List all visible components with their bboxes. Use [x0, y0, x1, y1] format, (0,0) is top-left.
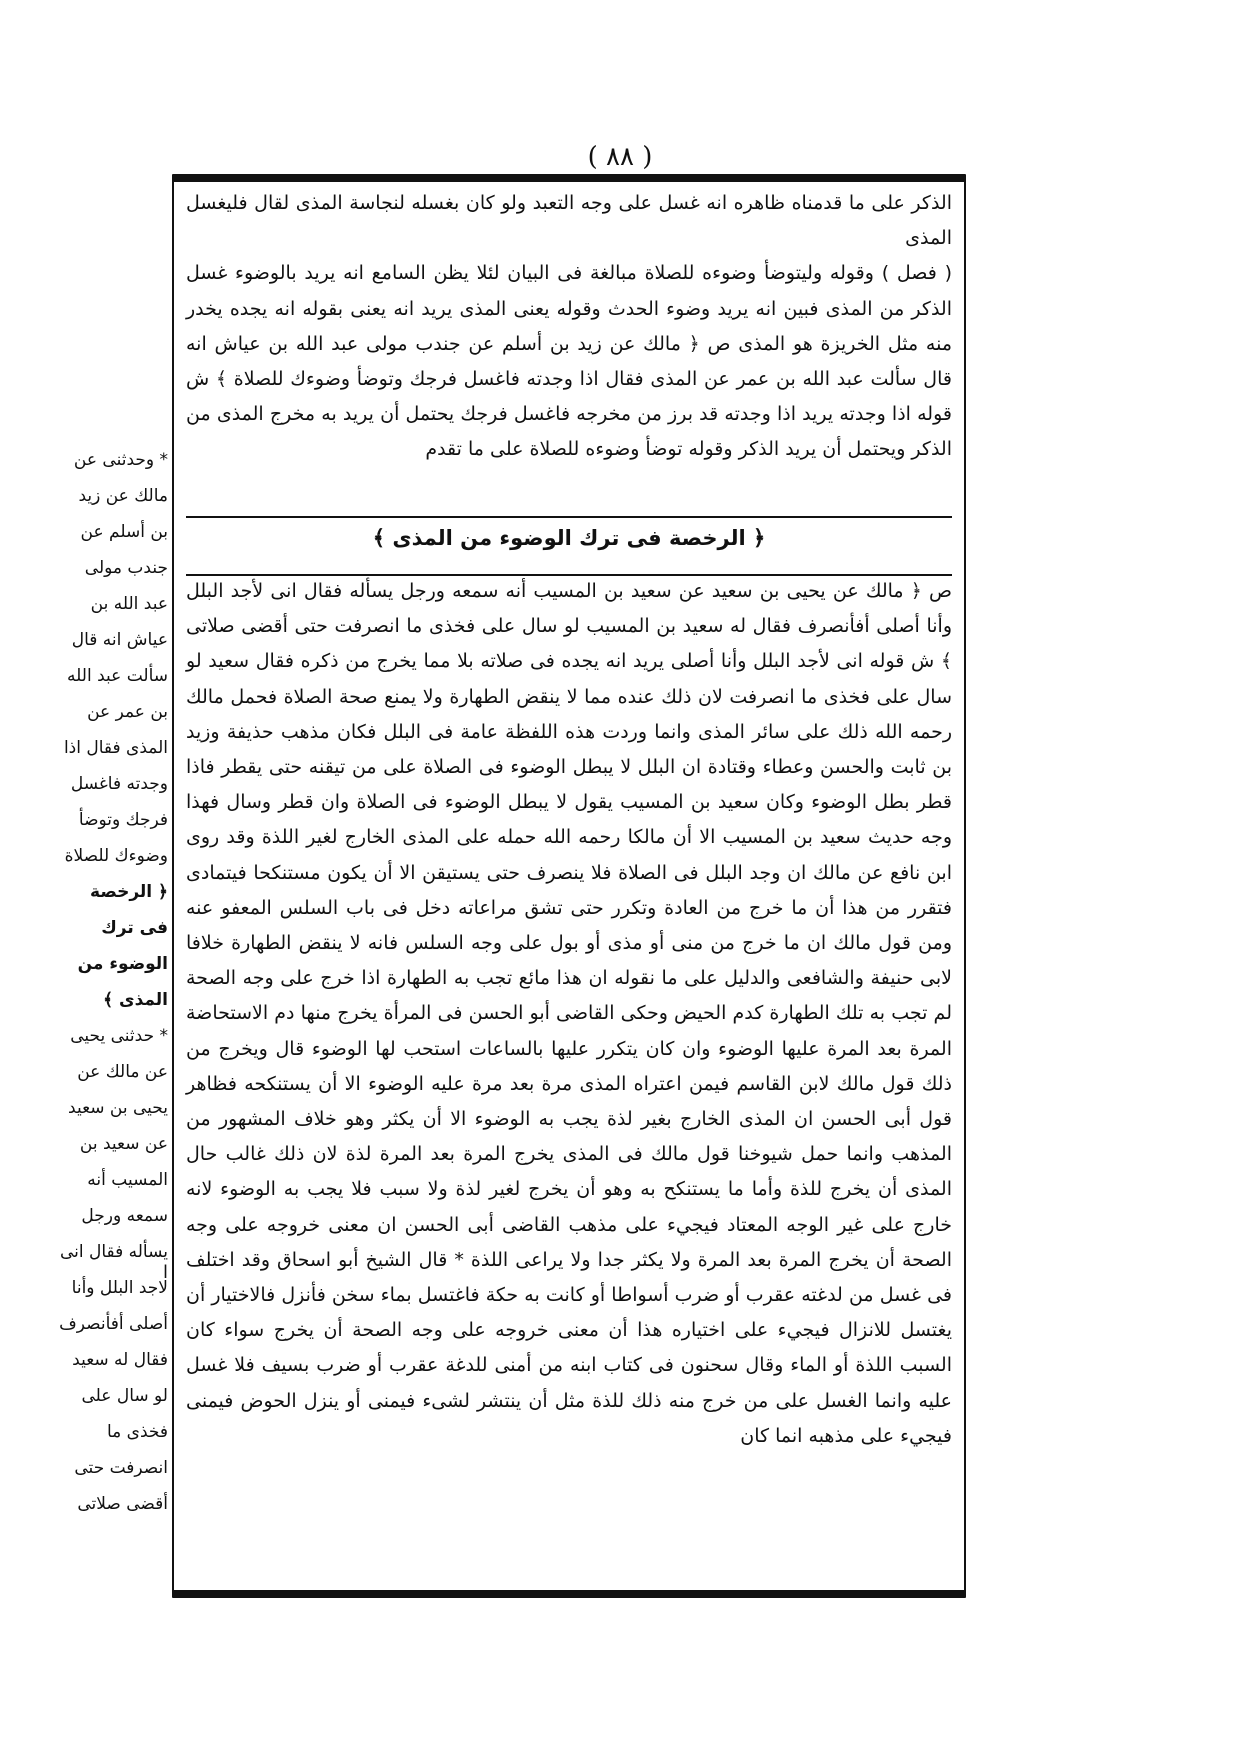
commentary-lower-block — [186, 574, 952, 1454]
divider-rule — [186, 516, 952, 518]
edge-mark: ا — [163, 1262, 169, 1283]
margin-hadith: * وحدثنى عن مالك عن زيد بن أسلم عن جندب مولى عبد الله بن عياش انه قال سألت عبد الله بن عمر عن المذى فقال اذا وجدته فاغسل فرجك وتوضأ وضوءك للصلاة — [63, 450, 168, 866]
section-heading: ﴿ الرخصة فى ترك الوضوء من المذى ﴾ — [372, 526, 766, 550]
page-number: ( ٨٨ ) — [587, 142, 653, 172]
commentary-paragraph: ص ﴿ مالك عن يحيى بن سعيد عن سعيد بن المسيب أنه سمعه ورجل يسأله فقال انى لأجد البلل وأنا أصلى أفأنصرف فقال له سعيد بن المسيب لو سال على فخذى ما انصرفت حتى أقضى صلاتى ﴾ ش قوله انى لأجد البلل وأنا أصلى يريد انه يجده فى صلاته بلا مما يخرج من ذكره فقال سعيد لو سال على فخذى ما انصرفت لان ذلك عنده مما لا ينقض الطهارة ولا يمنع صحة الصلاة فحمل مالك رحمه الله ذلك على سائر المذى وانما وردت هذه اللفظة عامة فى البلل فكان مذهب حذيفة وزيد بن ثابت والحسن وعطاء وقتادة ان البلل لا يبطل الوضوء فى الصلاة على من تيقنه حتى يقطر فاذا قطر بطل الوضوء وكان سعيد بن المسيب يقول لا يبطل الوضوء فى الصلاة وان قطر وسال فهذا وجه حديث سعيد بن المسيب الا أن مالكا رحمه الله حمله على المذى الخارج لغير اللذة وقد روى ابن نافع عن مالك ان وجد البلل فى الصلاة فلا ينصرف حتى يستيقن الا أن يكون مستنكحا فيتمادى فتقرر من هذا أن ما خرج من العادة وتكرر حتى تشق مراعاته دخل فى باب السلس المعفو عنه ومن قول مالك ان ما خرج من منى أو مذى أو بول على وجه السلس فانه لا ينقض الطهارة خلافا لابى حنيفة والشافعى والدليل على ما نقوله ان هذا مائع تجب به الطهارة اذا خرج على وجه الصحة لم تجب به تلك الطهارة كدم الحيض وحكى القاضى أبو الحسن فى المرأة يخرج منها دم الاستحاضة المرة بعد المرة عليها الوضوء وان كان يتكرر عليها بالساعات استحب لها الوضوء قال ويخرج من ذلك قول مالك لابن القاسم فيمن اعتراه المذى مرة بعد مرة عليه الوضوء الا أن يستنكحه فظاهر قول أبى الحسن ان المذى الخارج بغير لذة يجب به الوضوء الا أن يكثر وهو خلاف المشهور من المذهب وانما حمل شيوخنا قول مالك فى المذى يخرج المرة بعد المرة لذة لان ذلك غالب حال المذى أن يخرج للذة وأما ما يستنكح به وهو أن يخرج لغير لذة ولا سبب فلا يجب به الوضوء لانه خارج على غير الوجه المعتاد فيجيء على مذهب القاضى أبى الحسن ان معنى خروجه على وجه الصحة أن يخرج المرة بعد المرة ولا يكثر جدا ولا يراعى اللذة * قال الشيخ أبو اسحاق وقد اختلف فى غسل من لدغته عقرب أو ضرب أسواطا أو كانت به حكة فاغتسل بماء سخن فأنزل فالاختيار أن يغتسل للانزال فيجيء على اختياره هذا أن معنى خروجه على وجه الصحة أن يخرج سواء كان السبب اللذة أو الماء وقال سحنون فى كتاب ابنه من أمنى للدغة عقرب أو ضرب بسيف فلا غسل عليه وانما الغسل على من خرج منه ذلك للذة مثل أن ينتشر لشىء فيمنى أو ينزل الحوض فيمنى فيجيء على مذهبه انما كان — [186, 580, 952, 1447]
margin-hadith-column — [58, 442, 168, 1522]
margin-section-heading: ﴿ الرخصة فى ترك الوضوء من المذى ﴾ — [77, 882, 168, 1010]
top-border-rule — [172, 174, 966, 182]
commentary-paragraph: ( فصل ) وقوله وليتوضأ وضوءه للصلاة مبالغة فى البيان لئلا يظن السامع انه يريد بالوضوء غسل الذكر من المذى فبين انه يريد وضوء الحدث وقوله يعنى المذى يريد انه يعنى بقوله انه يجده يخدر منه مثل الخريزة هو المذى ص ﴿ مالك عن زيد بن أسلم عن جندب مولى عبد الله بن عياش انه قال سألت عبد الله بن عمر عن المذى فقال اذا وجدته فاغسل فرجك وتوضأ وضوءك للصلاة ﴾ ش قوله اذا وجدته يريد اذا وجدته قد برز من مخرجه فاغسل فرجك يحتمل أن يريد به مخرج المذى من الذكر ويحتمل أن يريد الذكر وقوله توضأ وضوءه للصلاة على ما تقدم — [186, 262, 952, 461]
commentary-upper-block — [186, 186, 952, 468]
commentary-paragraph: الذكر على ما قدمناه ظاهره انه غسل على وجه التعبد ولو كان بغسله لنجاسة المذى لقال فليغسل المذى — [186, 192, 952, 250]
section-divider — [186, 512, 952, 582]
margin-hadith: * حدثنى يحيى عن مالك عن يحيى بن سعيد عن سعيد بن المسيب أنه سمعه ورجل يسأله فقال انى لاجد البلل وأنا أصلى أفأنصرف فقال له سعيد لو سال على فخذى ما انصرفت حتى أقضى صلاتى — [59, 1026, 168, 1514]
bottom-border-rule — [172, 1590, 966, 1598]
